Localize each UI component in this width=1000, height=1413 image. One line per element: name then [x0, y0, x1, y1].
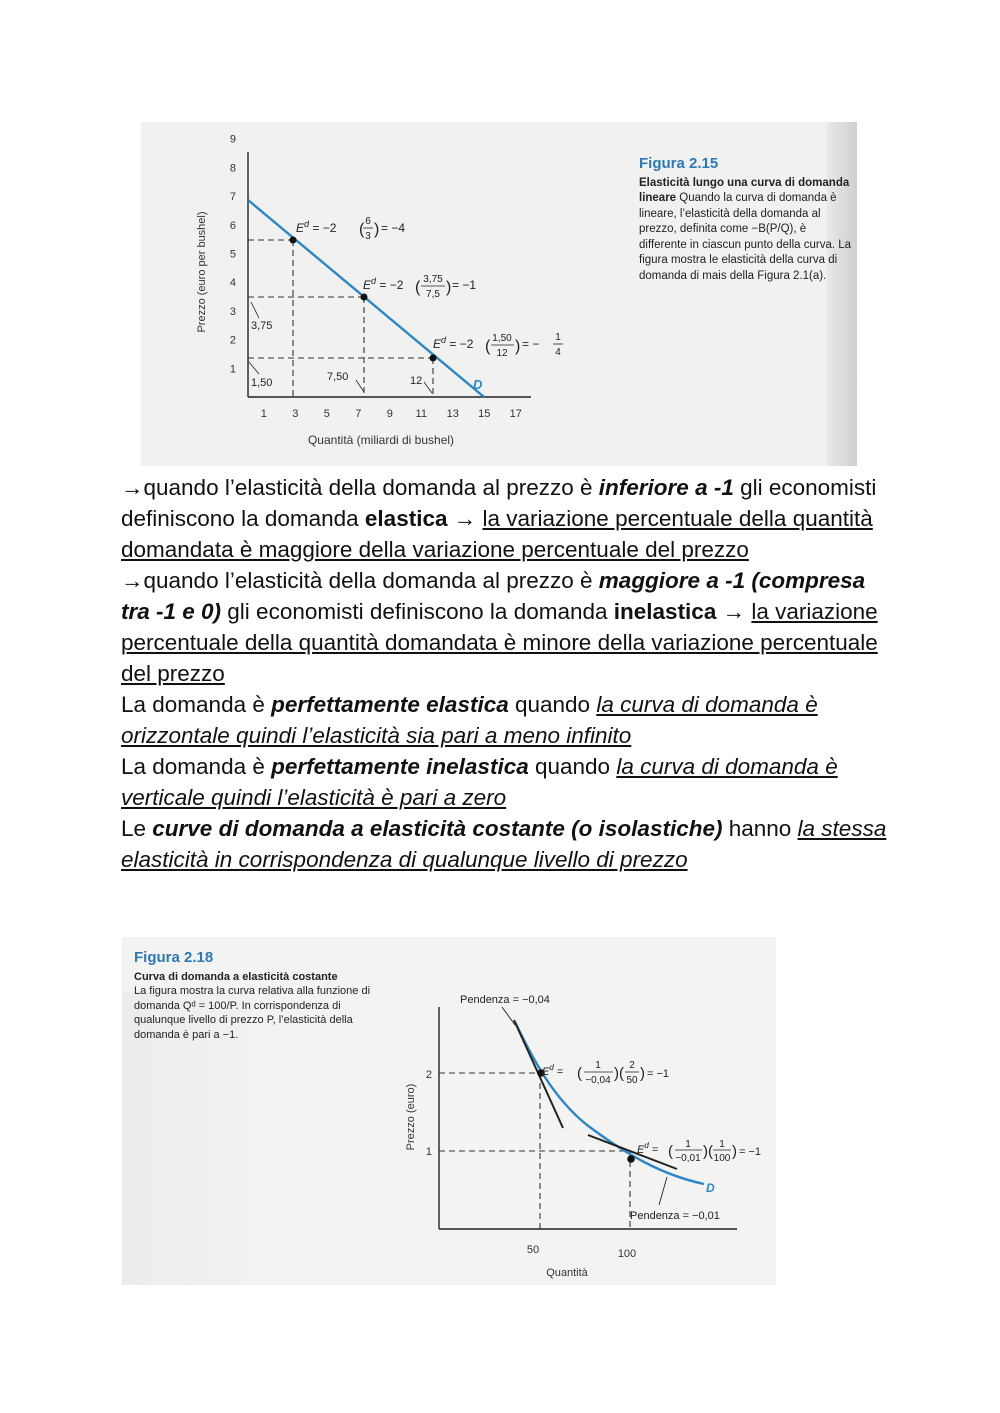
y-tick-7: 7 [229, 191, 236, 204]
x-axis-label: Quantità (miliardi di bushel) [307, 433, 455, 447]
svg-text:−0,01: −0,01 [675, 1153, 701, 1164]
caption-heading: Elasticità lungo una curva di domanda lineare [639, 176, 850, 204]
svg-text:(: ( [359, 221, 365, 238]
svg-text:Ed =: $E^d$ = [637, 1141, 659, 1156]
svg-text:Ed = −2: $E^d = -2$ [363, 276, 404, 292]
svg-text:): ) [732, 1143, 737, 1160]
point-b [361, 294, 368, 301]
svg-text:)(: )( [614, 1065, 624, 1082]
svg-text:Ed = −2: $E^d = -2$ [296, 219, 337, 235]
figure-2-15 [141, 122, 857, 466]
svg-text:100: 100 [713, 1153, 731, 1164]
guide-lines [439, 1073, 630, 1229]
tangent-line-2 [588, 1135, 677, 1169]
slope-label-1: Pendenza = −0,04 [460, 994, 550, 1006]
x-axis-label: Quantità [546, 1267, 588, 1279]
elasticity-annotation-2 [363, 274, 476, 300]
figure-caption [639, 156, 854, 284]
caption-body: La figura mostra la curva relativa alla funzione di domanda Qᵈ = 100/P. In corrispondenza di qualunque livello di prezzo P, l’elasticità della domanda è pari a −1. [134, 985, 371, 1041]
svg-text:7,5: 7,5 [426, 289, 440, 300]
svg-text:−0,04: −0,04 [585, 1075, 611, 1086]
y-tick-9: 9 [229, 133, 236, 146]
body-text [121, 472, 891, 875]
x-tick-13: 13 [446, 408, 459, 420]
x-tick-11: 11 [415, 408, 427, 420]
svg-text:7,50: 7,50 [327, 371, 349, 383]
svg-text:1,50: 1,50 [251, 377, 273, 389]
paragraph-elastic: →quando l’elasticità della domanda al prezzo è inferiore a -1 gli economisti definiscono la domanda elastica → la variazione percentuale della quantità domandata è maggiore della variazione percentuale del prezzo [121, 475, 877, 562]
svg-text:): ) [640, 1065, 645, 1082]
svg-text:1: 1 [595, 1060, 601, 1071]
x-tick-1: 1 [260, 408, 267, 420]
elasticity-annotation-1 [296, 216, 405, 242]
svg-text:= −1: = −1 [739, 1146, 762, 1158]
point-a [290, 237, 297, 244]
x-tick-17: 17 [509, 408, 522, 420]
x-tick-3: 3 [292, 408, 299, 420]
x-tick-15: 15 [478, 408, 491, 420]
svg-text:1: 1 [685, 1139, 691, 1150]
elasticity-annotation-1 [542, 1060, 669, 1086]
x-tick-50: 50 [526, 1244, 540, 1256]
svg-text:6: 6 [365, 216, 371, 227]
y-tick-labels [230, 134, 236, 376]
svg-text:(: ( [485, 338, 491, 355]
svg-text:1,50: 1,50 [492, 333, 512, 344]
paragraph-isoelastic: Le curve di domanda a elasticità costante (o isolastiche) hanno la stessa elasticità in corrispondenza di qualunque livello di prezzo [121, 816, 887, 872]
svg-text:(: ( [415, 279, 421, 296]
y-tick-3: 3 [229, 305, 236, 318]
caption-body: Quando la curva di domanda è lineare, l’elasticità della domanda al prezzo, definita come −B(P/Q), è differente in ciascun punto della curva. La figura mostra le elasticità della curva di domanda di mais della Figura 2.1(a). [639, 192, 852, 282]
svg-text:)(: )( [703, 1143, 713, 1160]
isoelastic-demand-chart [122, 937, 776, 1285]
elasticity-annotation-3 [433, 332, 563, 359]
y-tick-1: 1 [229, 363, 236, 376]
svg-text:12: 12 [410, 375, 423, 387]
curve-label: D [473, 377, 483, 392]
paragraph-perfectly-inelastic: La domanda è perfettamente inelastica quando la curva di domanda è verticale quindi l’elasticità è pari a zero [121, 754, 838, 810]
y-tick-4: 4 [229, 277, 236, 290]
y-axis-label: Prezzo (euro) [405, 1083, 417, 1151]
svg-text:= −1: = −1 [452, 278, 477, 292]
svg-text:): ) [515, 338, 521, 355]
paragraph-perfectly-elastic: La domanda è perfettamente elastica quando la curva di domanda è orizzontale quindi l’elasticità sia pari a meno infinito [121, 692, 818, 748]
point-c [430, 355, 437, 362]
slope-arrow-1 [502, 1007, 515, 1025]
point-b [627, 1155, 635, 1163]
y-tick-2: 2 [229, 334, 236, 347]
figure-title: Figura 2.15 [639, 155, 719, 172]
svg-text:): ) [446, 279, 452, 296]
svg-text:3,75: 3,75 [423, 274, 443, 285]
svg-text:Ed =: $E^d$ = [542, 1063, 564, 1078]
svg-text:1: 1 [555, 332, 561, 343]
svg-text:4: 4 [555, 347, 561, 358]
curve-label: D [706, 1181, 715, 1195]
svg-text:50: 50 [626, 1075, 638, 1086]
slope-label-2: Pendenza = −0,01 [630, 1210, 720, 1222]
svg-text:2: 2 [629, 1060, 635, 1071]
y-axis-label: Prezzo (euro per bushel) [196, 211, 208, 333]
svg-text:1: 1 [719, 1139, 725, 1150]
caption-heading: Curva di domanda a elasticità costante [134, 970, 338, 983]
svg-text:= −1: = −1 [647, 1068, 670, 1080]
svg-text:): ) [374, 221, 380, 238]
x-tick-9: 9 [386, 408, 393, 420]
x-tick-7: 7 [355, 408, 362, 420]
svg-text:3,75: 3,75 [251, 320, 273, 332]
y-tick-5: 5 [229, 248, 236, 261]
svg-text:= −: = − [522, 337, 540, 351]
figure-2-18 [122, 937, 776, 1285]
y-tick-2: 2 [425, 1069, 432, 1081]
x-tick-5: 5 [323, 408, 330, 420]
slope-arrow-2 [659, 1177, 667, 1205]
y-tick-6: 6 [229, 219, 236, 232]
x-tick-labels [261, 408, 522, 420]
paragraph-inelastic: →quando l’elasticità della domanda al prezzo è maggiore a -1 (compresa tra -1 e 0) gli economisti definiscono la domanda inelastica → la variazione percentuale della quantità domandata è minore della variazione percentuale del prezzo [121, 568, 878, 686]
y-tick-8: 8 [229, 162, 236, 175]
x-tick-100: 100 [617, 1248, 637, 1260]
svg-text:3: 3 [365, 231, 371, 242]
svg-text:(: ( [668, 1143, 673, 1160]
svg-text:(: ( [577, 1065, 582, 1082]
y-tick-1: 1 [425, 1146, 432, 1158]
svg-text:= −4: = −4 [381, 221, 406, 235]
figure-title: Figura 2.18 [134, 949, 214, 966]
svg-text:12: 12 [496, 348, 508, 359]
value-labels [249, 302, 432, 393]
svg-text:Ed = −2: $E^d = -2$ [433, 335, 474, 351]
